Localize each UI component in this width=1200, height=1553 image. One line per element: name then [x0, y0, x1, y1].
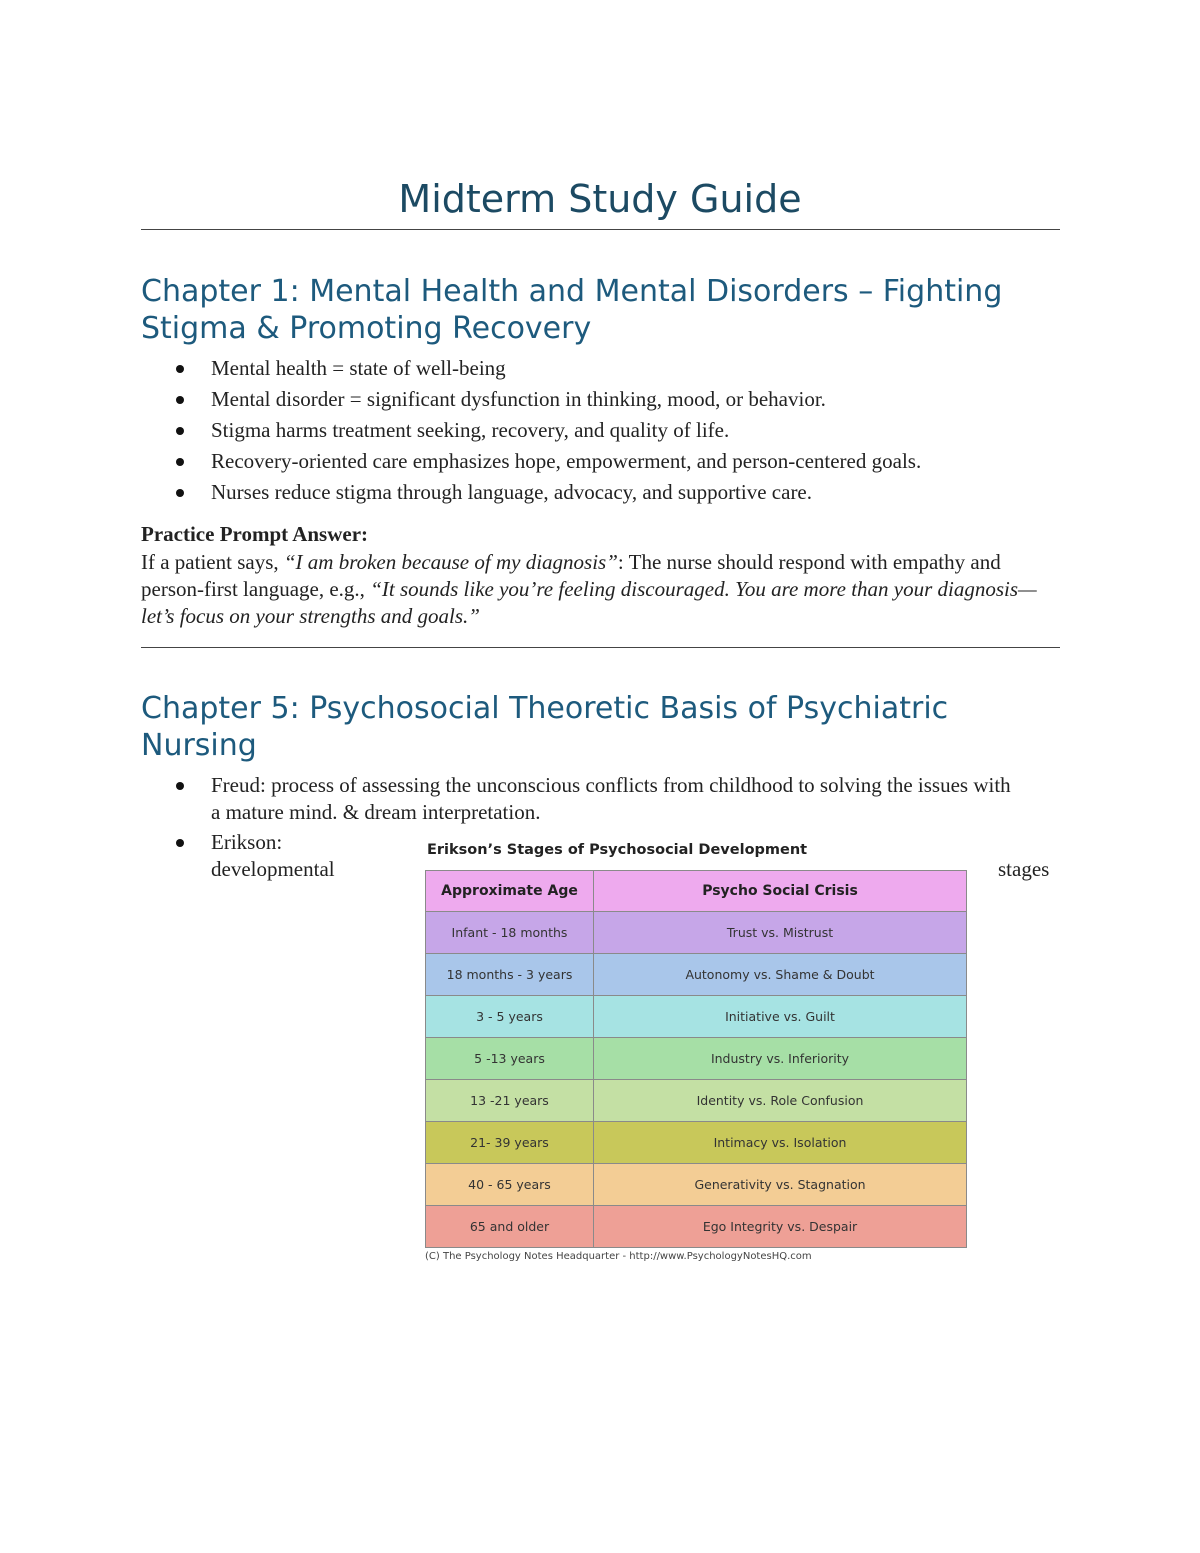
column-header-age: Approximate Age — [426, 871, 594, 912]
table-row — [426, 996, 967, 1038]
erikson-stages: stages — [998, 857, 1050, 881]
table-row — [426, 912, 967, 954]
age-cell: 21- 39 years — [426, 1122, 594, 1164]
erikson-developmental: developmental — [211, 857, 335, 881]
crisis-cell: Trust vs. Mistrust — [594, 912, 967, 954]
title-divider — [141, 229, 1060, 230]
age-cell: 5 -13 years — [426, 1038, 594, 1080]
age-cell: 3 - 5 years — [426, 996, 594, 1038]
table-row — [426, 954, 967, 996]
prompt-middle: : The nurse should respond with empathy and person-first language, e.g., — [141, 550, 1001, 601]
prompt-lead: If a patient says, — [141, 550, 284, 574]
column-header-crisis: Psycho Social Crisis — [594, 871, 967, 912]
practice-prompt-answer — [141, 549, 1041, 630]
table-header-row — [426, 871, 967, 912]
figure-title: Erikson’s Stages of Psychosocial Development — [427, 842, 808, 858]
chapter-5-bullet-list — [141, 772, 1021, 830]
bullet-icon — [176, 839, 184, 847]
crisis-cell: Industry vs. Inferiority — [594, 1038, 967, 1080]
crisis-cell: Autonomy vs. Shame & Doubt — [594, 954, 967, 996]
patient-quote: “I am broken because of my diagnosis” — [283, 550, 618, 574]
figure-credit: (C) The Psychology Notes Headquarter - http://www.PsychologyNotesHQ.com — [425, 1251, 812, 1262]
erikson-label: Erikson: — [211, 830, 283, 854]
age-cell: 13 -21 years — [426, 1080, 594, 1122]
table-row — [426, 1206, 967, 1248]
erikson-stages-figure — [425, 840, 970, 1263]
nurse-quote: “It sounds like you’re feeling discouraged. You are more than your diagnosis—let’s focus on your strengths and goals.” — [141, 577, 1037, 628]
table-row — [426, 1038, 967, 1080]
erikson-stages-table — [425, 870, 967, 1248]
crisis-cell: Ego Integrity vs. Despair — [594, 1206, 967, 1248]
list-item: Recovery-oriented care emphasizes hope, empowerment, and person-centered goals. — [141, 448, 1021, 475]
chapter-5-heading: Chapter 5: Psychosocial Theoretic Basis of Psychiatric Nursing — [141, 691, 949, 763]
list-item: Mental disorder = significant dysfunction in thinking, mood, or behavior. — [141, 386, 1021, 413]
section-divider — [141, 647, 1060, 648]
page-title: Midterm Study Guide — [398, 177, 802, 221]
list-item: Mental health = state of well-being — [141, 355, 1021, 382]
crisis-cell: Generativity vs. Stagnation — [594, 1164, 967, 1206]
age-cell: 65 and older — [426, 1206, 594, 1248]
table-row — [426, 1164, 967, 1206]
chapter-1-heading: Chapter 1: Mental Health and Mental Disorders – Fighting Stigma & Promoting Recovery — [141, 274, 1003, 346]
age-cell: 40 - 65 years — [426, 1164, 594, 1206]
crisis-cell: Intimacy vs. Isolation — [594, 1122, 967, 1164]
crisis-cell: Identity vs. Role Confusion — [594, 1080, 967, 1122]
age-cell: 18 months - 3 years — [426, 954, 594, 996]
list-item: Stigma harms treatment seeking, recovery, and quality of life. — [141, 417, 1021, 444]
table-row — [426, 1080, 967, 1122]
age-cell: Infant - 18 months — [426, 912, 594, 954]
crisis-cell: Initiative vs. Guilt — [594, 996, 967, 1038]
list-item: Nurses reduce stigma through language, advocacy, and supportive care. — [141, 479, 1021, 506]
practice-prompt-label: Practice Prompt Answer: — [141, 522, 369, 546]
list-item: Freud: process of assessing the unconscious conflicts from childhood to solving the issues with a mature mind. & dream interpretation. — [141, 772, 1021, 826]
chapter-1-bullet-list — [141, 355, 1021, 510]
table-row — [426, 1122, 967, 1164]
